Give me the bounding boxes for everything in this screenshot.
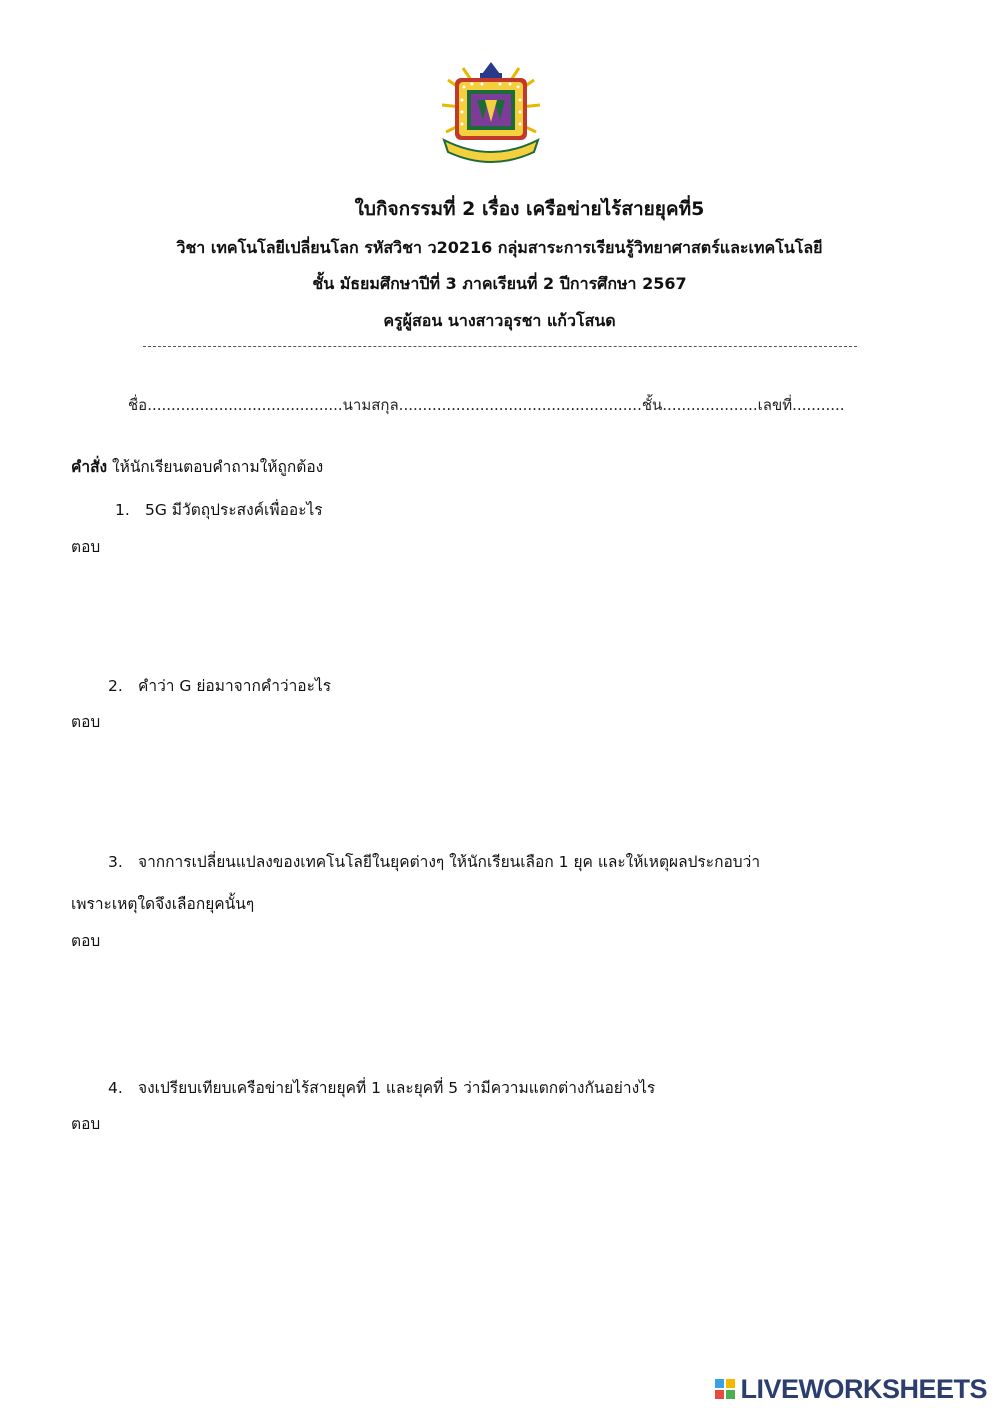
question-number: 1. — [115, 501, 130, 519]
question-text: จงเปรียบเทียบเครือข่ายไร้สายยุคที่ 1 และยุคที่ 5 ว่ามีความแตกต่างกันอย่างไร — [138, 1079, 656, 1097]
instruction — [71, 454, 323, 479]
question-number: 2. — [108, 677, 123, 695]
liveworksheets-logo — [714, 1373, 987, 1404]
school-emblem-icon — [438, 60, 544, 164]
question-3 — [108, 849, 760, 874]
worksheet-title: ใบกิจกรรมที่ 2 เรื่อง เครือข่ายไร้สายยุคที่5 — [354, 198, 705, 220]
brand-name: LIVEWORKSHEETS — [740, 1373, 987, 1404]
instruction-label: คำสั่ง — [71, 458, 108, 476]
teacher-line: ครูผู้สอน นางสาวอุรชา แก้วโสนด — [383, 311, 616, 330]
question-text: จากการเปลี่ยนแปลงของเทคโนโลยีในยุคต่างๆ ให้นักเรียนเลือก 1 ยุค และให้เหตุผลประกอบว่า — [138, 853, 761, 871]
answer-label-1[interactable]: ตอบ — [71, 538, 101, 556]
answer-label-4[interactable]: ตอบ — [71, 1115, 101, 1133]
answer-label-3[interactable]: ตอบ — [71, 932, 101, 950]
question-number: 4. — [108, 1079, 123, 1097]
question-4 — [108, 1075, 655, 1100]
subject-line: วิชา เทคโนโลยีเปลี่ยนโลก รหัสวิชา ว20216 กลุ่มสาระการเรียนรู้วิทยาศาสตร์และเทคโนโลยี — [176, 238, 823, 257]
grade-line: ชั้น มัธยมศึกษาปีที่ 3 ภาคเรียนที่ 2 ปีการศึกษา 2567 — [312, 274, 687, 293]
question-1 — [115, 497, 323, 522]
header-divider — [143, 346, 857, 347]
student-info-fields[interactable]: ชื่อ.........................................นามสกุล...................................................ชั้น....................เลขที่........... — [128, 396, 845, 414]
liveworksheets-icon — [714, 1378, 736, 1400]
question-number: 3. — [108, 853, 123, 871]
question-3-continuation: เพราะเหตุใดจึงเลือกยุคนั้นๆ — [71, 895, 255, 913]
question-text: 5G มีวัตถุประสงค์เพื่ออะไร — [145, 501, 323, 519]
question-2 — [108, 673, 331, 698]
instruction-text: ให้นักเรียนตอบคำถามให้ถูกต้อง — [107, 458, 324, 476]
answer-label-2[interactable]: ตอบ — [71, 713, 101, 731]
question-text: คำว่า G ย่อมาจากคำว่าอะไร — [138, 677, 332, 695]
